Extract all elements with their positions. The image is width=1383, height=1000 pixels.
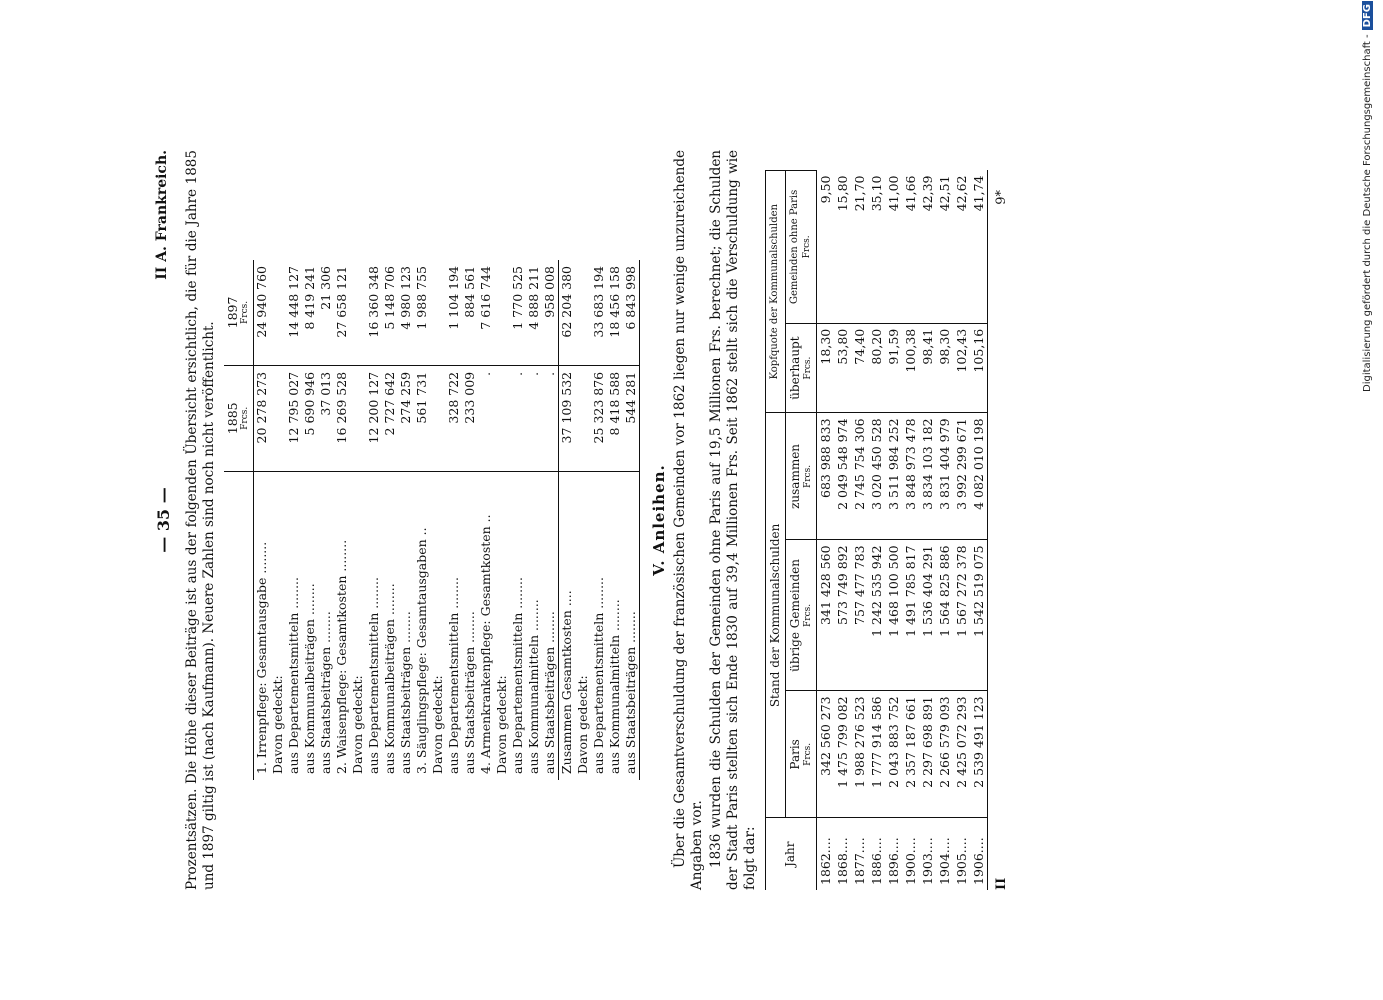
cell-zusammen: 3 834 103 182 (919, 413, 936, 540)
col-label: übrige Gemeinden (787, 559, 802, 672)
chapter-title: II A. Frankreich. (154, 150, 170, 280)
unit-label: Frcs. (240, 300, 251, 324)
cell-jahr: 1886.... (868, 837, 884, 885)
col-label: Gemeinden ohne Paris (789, 189, 800, 304)
cell-ohne-paris: 41,00 (885, 171, 902, 324)
cell-ueberhaupt: 74,40 (851, 323, 868, 413)
value-1897: 24 940 760 (253, 266, 269, 338)
row-label: 4. Armenkrankenpflege: Gesamtkosten .. (478, 471, 494, 780)
row-label: aus Staatsbeiträgen ........ (623, 471, 640, 780)
table-row (510, 260, 526, 780)
value-1897 (270, 260, 286, 365)
cell-ueberhaupt: 105,16 (970, 323, 988, 413)
label-column-header (224, 471, 253, 780)
cell-ueberhaupt: 98,30 (936, 323, 953, 413)
value-1885: 37 013 (318, 365, 334, 471)
cell-jahr: 1905.... (953, 837, 969, 885)
cell-jahr: 1862.... (817, 837, 833, 885)
year-column-header (224, 260, 253, 365)
value-1885: 561 731 (414, 365, 430, 471)
digitization-credit (1362, 0, 1373, 392)
row-label: Davon gedeckt: (270, 471, 286, 780)
value-1885: 8 418 588 (607, 365, 623, 471)
cell-paris: 2 043 883 752 (885, 691, 902, 818)
rotated-page-content (150, 150, 1009, 890)
value-1897: 4 888 211 (525, 266, 541, 330)
col-label: überhaupt (787, 336, 802, 400)
paris-header (785, 691, 816, 818)
row-label: 1. Irrenpflege: Gesamtausgabe ........ (253, 471, 270, 780)
cell-ueberhaupt: 80,20 (868, 323, 885, 413)
cell-paris: 2 425 072 293 (953, 691, 970, 818)
table-row (398, 260, 414, 780)
row-label: Davon gedeckt: (494, 471, 510, 780)
value-1885: . (478, 365, 494, 471)
value-1897: 4 980 123 (397, 266, 413, 330)
table-row (318, 260, 334, 780)
cell-paris: 1 988 276 523 (851, 691, 868, 818)
table-row (868, 171, 885, 891)
cell-ueberhaupt: 18,30 (817, 323, 835, 413)
cell-uebrige: 573 749 892 (834, 540, 851, 691)
value-1885 (270, 365, 286, 471)
cell-ueberhaupt: 98,41 (919, 323, 936, 413)
row-label: aus Departementsmitteln ........ (286, 471, 302, 780)
table-row (623, 260, 640, 780)
cell-zusammen: 3 992 299 671 (953, 413, 970, 540)
table-row (607, 260, 623, 780)
row-label: aus Kommunalmitteln ........ (607, 471, 623, 780)
value-1885: 5 690 946 (302, 365, 318, 471)
table-row (953, 171, 970, 891)
cell-zusammen: 2 049 548 974 (834, 413, 851, 540)
cell-paris: 2 297 698 891 (919, 691, 936, 818)
year-label: 1885 (224, 402, 240, 435)
cell-uebrige: 1 536 404 291 (919, 540, 936, 691)
cell-uebrige: 1 242 535 942 (868, 540, 885, 691)
table-row (575, 260, 591, 780)
cell-uebrige: 1 491 785 817 (902, 540, 919, 691)
table-row (334, 260, 350, 780)
row-label: aus Departementsmitteln ........ (366, 471, 382, 780)
value-1885 (430, 365, 446, 471)
table-row (851, 171, 868, 891)
value-1897 (350, 260, 366, 365)
cell-uebrige: 1 542 519 075 (970, 540, 988, 691)
cell-uebrige: 1 468 100 500 (885, 540, 902, 691)
value-1885 (350, 365, 366, 471)
cell-zusammen: 3 848 973 478 (902, 413, 919, 540)
row-label: aus Staatsbeiträgen ........ (398, 471, 414, 780)
value-1897: 8 419 241 (301, 266, 317, 330)
cell-ohne-paris: 35,10 (868, 171, 885, 324)
value-1897: 21 306 (317, 266, 333, 310)
unit-label: Frcs. (802, 603, 813, 627)
table-row (462, 260, 478, 780)
cell-zusammen: 683 988 833 (817, 413, 835, 540)
cell-uebrige: 341 428 560 (817, 540, 835, 691)
table-row (542, 260, 559, 780)
signature-mark: 9* (994, 190, 1009, 205)
section-heading: V. Anleihen. (649, 464, 668, 576)
cell-ohne-paris: 9,50 (817, 171, 835, 324)
row-label: aus Kommunalbeiträgen ........ (382, 471, 398, 780)
section-paragraph: 1836 wurden die Schulden der Gemeinden ohne Paris auf 19,5 Millionen Frs. berechnet; die Schulden der Stadt Paris stellten sich Ende 1830 auf 39,4 Millionen Frs. Seit 1862 stellt sich die Verschuldung wie folgt dar: (708, 150, 758, 890)
value-1885 (575, 365, 591, 471)
value-1885: 2 727 642 (382, 365, 398, 471)
value-1897: 958 008 (541, 266, 557, 318)
cell-zusammen: 3 511 984 252 (885, 413, 902, 540)
per-capita-group-header: Kopfquote der Kommunalschulden (765, 171, 785, 413)
table-row (302, 260, 318, 780)
value-1885: 12 200 127 (366, 365, 382, 471)
cell-zusammen: 3 020 450 528 (868, 413, 885, 540)
value-1897: 1 104 194 (445, 266, 461, 330)
ueberhaupt-header (785, 323, 816, 413)
cell-jahr: 1904.... (936, 837, 952, 885)
unit-label: Frcs. (802, 464, 813, 488)
col-label: zusammen (787, 443, 802, 509)
cell-ohne-paris: 15,80 (834, 171, 851, 324)
row-label: aus Kommunalmitteln ........ (526, 471, 542, 780)
table-row (834, 171, 851, 891)
row-label: aus Staatsbeiträgen ........ (318, 471, 334, 780)
uebrige-header (785, 540, 816, 691)
value-1897: 6 843 998 (623, 260, 640, 365)
page-footer (994, 150, 1018, 890)
value-1885: 328 722 (446, 365, 462, 471)
row-label: aus Staatsbeiträgen ........ (542, 471, 559, 780)
table-row (885, 171, 902, 891)
cell-uebrige: 757 477 783 (851, 540, 868, 691)
cell-paris: 342 560 273 (817, 691, 835, 818)
table-row (382, 260, 398, 780)
row-label: aus Departementsmitteln ........ (591, 471, 607, 780)
zusammen-header (785, 413, 816, 540)
value-1885: 25 323 876 (591, 365, 607, 471)
value-1897 (575, 260, 591, 365)
value-1897: 33 683 194 (590, 266, 606, 338)
value-1885: 274 259 (398, 365, 414, 471)
row-label: Davon gedeckt: (350, 471, 366, 780)
table-header-row (224, 260, 253, 780)
cell-paris: 1 777 914 586 (868, 691, 885, 818)
value-1897: 7 616 744 (477, 266, 493, 330)
intro-paragraph: Prozentsätzen. Die Höhe dieser Beiträge ist aus der folgenden Übersicht ersichtlich, die für die Jahre 1885 und 1897 giltig ist (nach Kaufmann). Neuere Zahlen sind noch nicht veröffentlicht. (184, 150, 217, 890)
welfare-costs-table (224, 260, 640, 780)
year-column-header (224, 365, 253, 471)
value-1885: 12 795 027 (286, 365, 302, 471)
table-row (350, 260, 366, 780)
value-1885: 544 281 (623, 365, 640, 471)
table-row (270, 260, 286, 780)
table-row (936, 171, 953, 891)
row-label: aus Staatsbeiträgen ........ (462, 471, 478, 780)
row-label: 3. Säuglingspflege: Gesamtausgaben .. (414, 471, 430, 780)
ohne-paris-header (785, 171, 816, 324)
value-1885: . (542, 365, 559, 471)
table-row (919, 171, 936, 891)
row-label: aus Kommunalbeiträgen ........ (302, 471, 318, 780)
value-1897 (430, 260, 446, 365)
section-paragraph: Über die Gesamtverschuldung der französischen Gemeinden vor 1862 liegen nur wenige unzureichende Angaben vor. (672, 150, 706, 890)
unit-label: Frcs. (801, 235, 812, 259)
table-row (478, 260, 494, 780)
value-1885: 233 009 (462, 365, 478, 471)
cell-jahr: 1877.... (851, 837, 867, 885)
cell-paris: 2 539 491 123 (970, 691, 988, 818)
cell-jahr: 1900.... (902, 837, 918, 885)
row-label: Davon gedeckt: (430, 471, 446, 780)
municipal-debt-table (765, 170, 988, 890)
row-label: aus Departementsmitteln ........ (446, 471, 462, 780)
signature-mark: II (994, 877, 1009, 890)
table-header-row (765, 171, 785, 891)
table-row (526, 260, 542, 780)
value-1897: 1 770 525 (509, 266, 525, 330)
value-1897: 1 988 755 (413, 266, 429, 330)
value-1897 (494, 260, 510, 365)
value-1897: 884 561 (461, 266, 477, 318)
debt-group-header: Stand der Kommunalschulden (765, 413, 785, 818)
table-row (902, 171, 919, 891)
table-row (286, 260, 302, 780)
value-1885: 20 278 273 (253, 365, 270, 471)
table-row (591, 260, 607, 780)
value-1885 (494, 365, 510, 471)
cell-ohne-paris: 41,66 (902, 171, 919, 324)
value-1897: 16 360 348 (365, 266, 381, 338)
cell-jahr: 1896.... (885, 837, 901, 885)
cell-ueberhaupt: 102,43 (953, 323, 970, 413)
cell-jahr: 1906.... (970, 818, 988, 890)
table-row (817, 171, 835, 891)
cell-ohne-paris: 42,39 (919, 171, 936, 324)
page-number: — 35 — (154, 487, 173, 553)
cell-jahr: 1868.... (834, 837, 850, 885)
cell-ohne-paris: 42,62 (953, 171, 970, 324)
municipal-debt-body (817, 171, 988, 891)
table-row (494, 260, 510, 780)
value-1885: . (510, 365, 526, 471)
table-row (970, 171, 988, 891)
table-row (253, 260, 270, 780)
table-row (558, 260, 575, 780)
row-label: aus Departementsmitteln ........ (510, 471, 526, 780)
col-label: Paris (787, 739, 802, 770)
value-1897: 62 204 380 (558, 260, 575, 365)
cell-zusammen: 4 082 010 198 (970, 413, 988, 540)
value-1885: . (526, 365, 542, 471)
cell-jahr: 1903.... (919, 837, 935, 885)
value-1897: 5 148 706 (381, 266, 397, 330)
cell-ohne-paris: 21,70 (851, 171, 868, 324)
cell-zusammen: 2 745 754 306 (851, 413, 868, 540)
page-header (150, 150, 184, 890)
unit-label: Frcs. (802, 742, 813, 766)
table-row (430, 260, 446, 780)
value-1885: 37 109 532 (558, 365, 575, 471)
row-label: Zusammen Gesamtkosten .... (558, 471, 575, 780)
cell-ohne-paris: 42,51 (936, 171, 953, 324)
year-label: 1897 (224, 296, 240, 329)
cell-paris: 2 357 187 661 (902, 691, 919, 818)
value-1897: 18 456 158 (606, 266, 622, 338)
welfare-costs-body (253, 260, 639, 780)
unit-label: Frcs. (802, 356, 813, 380)
cell-ueberhaupt: 53,80 (834, 323, 851, 413)
value-1897: 27 658 121 (333, 266, 349, 338)
value-1885: 16 269 528 (334, 365, 350, 471)
cell-ueberhaupt: 100,38 (902, 323, 919, 413)
table-row (414, 260, 430, 780)
cell-ohne-paris: 41,74 (970, 171, 988, 324)
dfg-logo: DFG (1362, 1, 1373, 30)
cell-paris: 2 266 579 093 (936, 691, 953, 818)
table-row (446, 260, 462, 780)
unit-label: Frcs. (240, 406, 251, 430)
cell-paris: 1 475 799 082 (834, 691, 851, 818)
cell-ueberhaupt: 91,59 (885, 323, 902, 413)
cell-zusammen: 3 831 404 979 (936, 413, 953, 540)
table-header-row (785, 171, 816, 891)
cell-uebrige: 1 567 272 378 (953, 540, 970, 691)
jahr-header: Jahr (765, 818, 816, 890)
row-label: Davon gedeckt: (575, 471, 591, 780)
row-label: 2. Waisenpflege: Gesamtkosten ........ (334, 471, 350, 780)
credit-text: Digitalisierung gefördert durch die Deutsche Forschungsgemeinschaft - (1362, 34, 1373, 392)
cell-uebrige: 1 564 825 886 (936, 540, 953, 691)
value-1897: 14 448 127 (285, 266, 301, 338)
table-row (366, 260, 382, 780)
